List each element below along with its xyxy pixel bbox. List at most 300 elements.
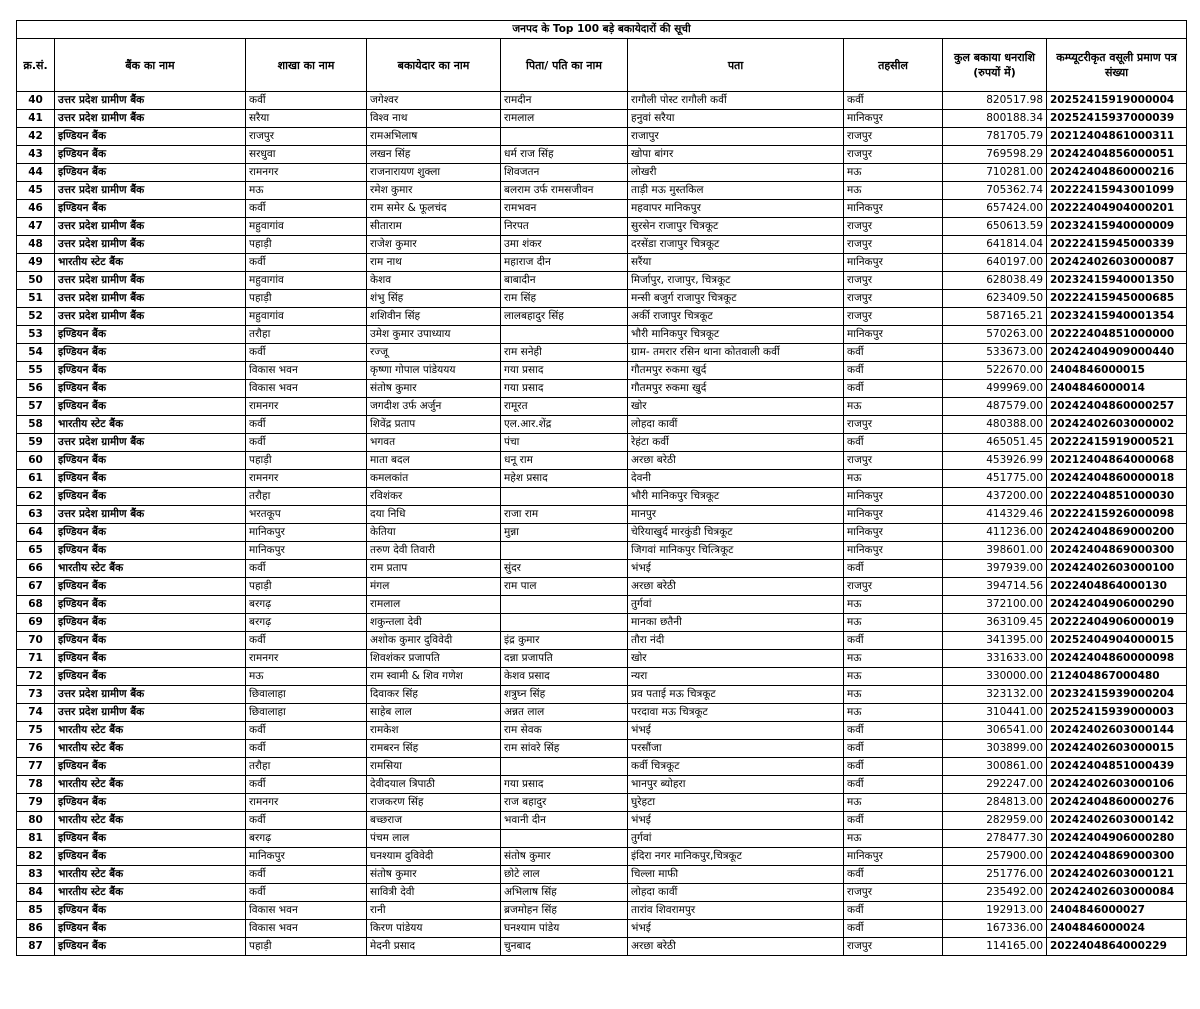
table-row xyxy=(17,632,1187,650)
cell-serial-number: 45 xyxy=(17,182,55,200)
table-row xyxy=(17,812,1187,830)
cell-address: परसौंजा xyxy=(628,740,844,758)
cell-father-husband-name: राम सांवरे सिंह xyxy=(501,740,628,758)
cell-tehsil: मानिकपुर xyxy=(844,200,943,218)
cell-total-due-amount: 570263.00 xyxy=(943,326,1047,344)
cell-branch-name: महुवागांव xyxy=(246,218,367,236)
header-serial-number: क्र.सं. xyxy=(17,39,55,92)
cell-bank-name: इण्डियन बैंक xyxy=(55,650,246,668)
table-row xyxy=(17,938,1187,956)
cell-bank-name: इण्डियन बैंक xyxy=(55,578,246,596)
cell-branch-name: महुवागांव xyxy=(246,308,367,326)
cell-defaulter-name: तरुण देवी तिवारी xyxy=(367,542,501,560)
cell-tehsil: मऊ xyxy=(844,650,943,668)
cell-father-husband-name: धर्म राज सिंह xyxy=(501,146,628,164)
cell-recovery-certificate-number: 20242404856000051 xyxy=(1047,146,1187,164)
cell-father-husband-name xyxy=(501,830,628,848)
header-tehsil: तहसील xyxy=(844,39,943,92)
cell-total-due-amount: 800188.34 xyxy=(943,110,1047,128)
cell-recovery-certificate-number: 20252415939000003 xyxy=(1047,704,1187,722)
cell-bank-name: उत्तर प्रदेश ग्रामीण बैंक xyxy=(55,92,246,110)
cell-total-due-amount: 465051.45 xyxy=(943,434,1047,452)
cell-tehsil: राजपुर xyxy=(844,578,943,596)
cell-total-due-amount: 303899.00 xyxy=(943,740,1047,758)
cell-father-husband-name: राम सनेही xyxy=(501,344,628,362)
cell-total-due-amount: 710281.00 xyxy=(943,164,1047,182)
table-row xyxy=(17,92,1187,110)
cell-tehsil: मऊ xyxy=(844,614,943,632)
cell-tehsil: कर्वी xyxy=(844,740,943,758)
cell-father-husband-name: केशव प्रसाद xyxy=(501,668,628,686)
cell-branch-name: कर्वी xyxy=(246,254,367,272)
cell-recovery-certificate-number: 2022404864000229 xyxy=(1047,938,1187,956)
cell-recovery-certificate-number: 20252404904000015 xyxy=(1047,632,1187,650)
cell-bank-name: इण्डियन बैंक xyxy=(55,128,246,146)
cell-bank-name: भारतीय स्टेट बैंक xyxy=(55,722,246,740)
cell-father-husband-name: राजा राम xyxy=(501,506,628,524)
cell-father-husband-name: महेश प्रसाद xyxy=(501,470,628,488)
cell-defaulter-name: रामअभिलाष xyxy=(367,128,501,146)
cell-bank-name: इण्डियन बैंक xyxy=(55,488,246,506)
cell-recovery-certificate-number: 20242404906000280 xyxy=(1047,830,1187,848)
cell-recovery-certificate-number: 20242404860000257 xyxy=(1047,398,1187,416)
cell-branch-name: रामनगर xyxy=(246,650,367,668)
cell-total-due-amount: 192913.00 xyxy=(943,902,1047,920)
cell-defaulter-name: घनश्याम दुविवेदी xyxy=(367,848,501,866)
cell-recovery-certificate-number: 2404846000015 xyxy=(1047,362,1187,380)
cell-father-husband-name xyxy=(501,326,628,344)
cell-address: लोहदा कावीं xyxy=(628,884,844,902)
table-row xyxy=(17,200,1187,218)
defaulters-table xyxy=(16,20,1187,956)
cell-father-husband-name: लालबहादुर सिंह xyxy=(501,308,628,326)
cell-bank-name: इण्डियन बैंक xyxy=(55,614,246,632)
cell-father-husband-name: राम सेवक xyxy=(501,722,628,740)
cell-serial-number: 42 xyxy=(17,128,55,146)
table-row xyxy=(17,128,1187,146)
cell-recovery-certificate-number: 20242402603000002 xyxy=(1047,416,1187,434)
cell-serial-number: 70 xyxy=(17,632,55,650)
cell-father-husband-name: चुनबाद xyxy=(501,938,628,956)
table-row xyxy=(17,614,1187,632)
cell-defaulter-name: साहेब लाल xyxy=(367,704,501,722)
cell-serial-number: 44 xyxy=(17,164,55,182)
cell-serial-number: 72 xyxy=(17,668,55,686)
cell-total-due-amount: 657424.00 xyxy=(943,200,1047,218)
cell-address: भानपुर ब्योहरा xyxy=(628,776,844,794)
cell-branch-name: विकास भवन xyxy=(246,920,367,938)
cell-total-due-amount: 640197.00 xyxy=(943,254,1047,272)
table-row xyxy=(17,902,1187,920)
cell-address: रेहंटा कर्वी xyxy=(628,434,844,452)
cell-branch-name: कर्वी xyxy=(246,632,367,650)
cell-serial-number: 43 xyxy=(17,146,55,164)
cell-address: राजापुर xyxy=(628,128,844,146)
cell-tehsil: कर्वी xyxy=(844,434,943,452)
cell-branch-name: भरतकूप xyxy=(246,506,367,524)
cell-branch-name: कर्वी xyxy=(246,92,367,110)
cell-branch-name: राजपुर xyxy=(246,128,367,146)
cell-tehsil: मानिकपुर xyxy=(844,110,943,128)
cell-father-husband-name: राम पाल xyxy=(501,578,628,596)
cell-serial-number: 52 xyxy=(17,308,55,326)
cell-bank-name: इण्डियन बैंक xyxy=(55,164,246,182)
cell-defaulter-name: राजनारायण शुक्ला xyxy=(367,164,501,182)
table-row xyxy=(17,650,1187,668)
cell-father-husband-name: एल.आर.शेंद्र xyxy=(501,416,628,434)
cell-serial-number: 66 xyxy=(17,560,55,578)
cell-recovery-certificate-number: 20242404869000300 xyxy=(1047,848,1187,866)
cell-tehsil: मऊ xyxy=(844,164,943,182)
cell-serial-number: 65 xyxy=(17,542,55,560)
cell-bank-name: इण्डियन बैंक xyxy=(55,758,246,776)
table-row xyxy=(17,470,1187,488)
cell-bank-name: इण्डियन बैंक xyxy=(55,326,246,344)
cell-tehsil: मऊ xyxy=(844,398,943,416)
cell-defaulter-name: राम नाथ xyxy=(367,254,501,272)
cell-bank-name: भारतीय स्टेट बैंक xyxy=(55,740,246,758)
table-row xyxy=(17,722,1187,740)
cell-branch-name: कर्वी xyxy=(246,344,367,362)
cell-recovery-certificate-number: 2404846000014 xyxy=(1047,380,1187,398)
table-row xyxy=(17,146,1187,164)
cell-serial-number: 69 xyxy=(17,614,55,632)
cell-bank-name: उत्तर प्रदेश ग्रामीण बैंक xyxy=(55,686,246,704)
cell-recovery-certificate-number: 20242402603000087 xyxy=(1047,254,1187,272)
cell-address: इंदिरा नगर मानिकपुर,चित्रकूट xyxy=(628,848,844,866)
cell-branch-name: मऊ xyxy=(246,182,367,200)
cell-defaulter-name: राजकरण सिंह xyxy=(367,794,501,812)
cell-father-husband-name: भवानी दीन xyxy=(501,812,628,830)
cell-defaulter-name: संतोष कुमार xyxy=(367,866,501,884)
cell-total-due-amount: 641814.04 xyxy=(943,236,1047,254)
cell-branch-name: बरगढ़ xyxy=(246,596,367,614)
cell-serial-number: 58 xyxy=(17,416,55,434)
header-bank-name: बैंक का नाम xyxy=(55,39,246,92)
cell-serial-number: 67 xyxy=(17,578,55,596)
cell-tehsil: मऊ xyxy=(844,668,943,686)
cell-branch-name: मऊ xyxy=(246,668,367,686)
cell-defaulter-name: संतोष कुमार xyxy=(367,380,501,398)
cell-tehsil: राजपुर xyxy=(844,452,943,470)
cell-address: मानपुर xyxy=(628,506,844,524)
cell-father-husband-name: शत्रुघ्न सिंह xyxy=(501,686,628,704)
table-body xyxy=(17,92,1187,956)
table-row xyxy=(17,686,1187,704)
cell-father-husband-name: ब्रजमोहन सिंह xyxy=(501,902,628,920)
table-row xyxy=(17,542,1187,560)
header-father-husband-name: पिता/ पति का नाम xyxy=(501,39,628,92)
cell-serial-number: 76 xyxy=(17,740,55,758)
cell-father-husband-name: इंद्र कुमार xyxy=(501,632,628,650)
cell-address: लोहदा कावीं xyxy=(628,416,844,434)
cell-branch-name: मानिकपुर xyxy=(246,848,367,866)
cell-defaulter-name: पंचम लाल xyxy=(367,830,501,848)
cell-serial-number: 63 xyxy=(17,506,55,524)
cell-tehsil: मऊ xyxy=(844,794,943,812)
cell-serial-number: 80 xyxy=(17,812,55,830)
cell-serial-number: 79 xyxy=(17,794,55,812)
cell-total-due-amount: 331633.00 xyxy=(943,650,1047,668)
cell-recovery-certificate-number: 20242404860000216 xyxy=(1047,164,1187,182)
cell-total-due-amount: 522670.00 xyxy=(943,362,1047,380)
cell-serial-number: 55 xyxy=(17,362,55,380)
table-row xyxy=(17,290,1187,308)
cell-defaulter-name: शशिवीन सिंह xyxy=(367,308,501,326)
cell-branch-name: कर्वी xyxy=(246,434,367,452)
cell-serial-number: 49 xyxy=(17,254,55,272)
table-row xyxy=(17,848,1187,866)
cell-total-due-amount: 282959.00 xyxy=(943,812,1047,830)
cell-total-due-amount: 499969.00 xyxy=(943,380,1047,398)
cell-tehsil: राजपुर xyxy=(844,128,943,146)
cell-bank-name: भारतीय स्टेट बैंक xyxy=(55,884,246,902)
cell-tehsil: मऊ xyxy=(844,704,943,722)
cell-total-due-amount: 330000.00 xyxy=(943,668,1047,686)
cell-tehsil: कर्वी xyxy=(844,632,943,650)
cell-recovery-certificate-number: 20242402603000142 xyxy=(1047,812,1187,830)
cell-total-due-amount: 323132.00 xyxy=(943,686,1047,704)
cell-bank-name: इण्डियन बैंक xyxy=(55,200,246,218)
cell-address: चिल्ला माफी xyxy=(628,866,844,884)
cell-branch-name: कर्वी xyxy=(246,866,367,884)
cell-bank-name: उत्तर प्रदेश ग्रामीण बैंक xyxy=(55,434,246,452)
cell-address: गौतमपुर रुकमा खुर्द xyxy=(628,380,844,398)
cell-recovery-certificate-number: 20222404851000000 xyxy=(1047,326,1187,344)
cell-bank-name: उत्तर प्रदेश ग्रामीण बैंक xyxy=(55,290,246,308)
cell-father-husband-name: पंचा xyxy=(501,434,628,452)
cell-address: चेरियाखुर्द मारकुंडी चित्रकूट xyxy=(628,524,844,542)
cell-recovery-certificate-number: 20232415940001354 xyxy=(1047,308,1187,326)
cell-serial-number: 83 xyxy=(17,866,55,884)
cell-recovery-certificate-number: 2404846000024 xyxy=(1047,920,1187,938)
cell-serial-number: 54 xyxy=(17,344,55,362)
cell-bank-name: इण्डियन बैंक xyxy=(55,848,246,866)
cell-bank-name: उत्तर प्रदेश ग्रामीण बैंक xyxy=(55,218,246,236)
cell-total-due-amount: 363109.45 xyxy=(943,614,1047,632)
cell-branch-name: रामनगर xyxy=(246,470,367,488)
cell-serial-number: 41 xyxy=(17,110,55,128)
cell-recovery-certificate-number: 20222404904000201 xyxy=(1047,200,1187,218)
cell-address: जिगवां मानिकपुर चित्त्रिकूट xyxy=(628,542,844,560)
cell-tehsil: कर्वी xyxy=(844,722,943,740)
cell-defaulter-name: रज्जू xyxy=(367,344,501,362)
cell-tehsil: मऊ xyxy=(844,182,943,200)
cell-branch-name: रामनगर xyxy=(246,398,367,416)
cell-recovery-certificate-number: 20242404860000276 xyxy=(1047,794,1187,812)
cell-defaulter-name: लखन सिंह xyxy=(367,146,501,164)
cell-tehsil: राजपुर xyxy=(844,290,943,308)
table-row xyxy=(17,452,1187,470)
cell-serial-number: 46 xyxy=(17,200,55,218)
cell-bank-name: उत्तर प्रदेश ग्रामीण बैंक xyxy=(55,506,246,524)
cell-serial-number: 62 xyxy=(17,488,55,506)
cell-address: मिर्जापुर, राजापुर, चित्रकूट xyxy=(628,272,844,290)
cell-branch-name: कर्वी xyxy=(246,812,367,830)
cell-recovery-certificate-number: 20242402603000121 xyxy=(1047,866,1187,884)
cell-father-husband-name: महाराज दीन xyxy=(501,254,628,272)
cell-bank-name: इण्डियन बैंक xyxy=(55,632,246,650)
cell-defaulter-name: कृष्णा गोपाल पांडेययय xyxy=(367,362,501,380)
table-row xyxy=(17,488,1187,506)
cell-bank-name: भारतीय स्टेट बैंक xyxy=(55,812,246,830)
table-row xyxy=(17,758,1187,776)
cell-recovery-certificate-number: 20222415945000339 xyxy=(1047,236,1187,254)
cell-serial-number: 50 xyxy=(17,272,55,290)
cell-tehsil: मऊ xyxy=(844,830,943,848)
cell-recovery-certificate-number: 20242404906000290 xyxy=(1047,596,1187,614)
cell-bank-name: इण्डियन बैंक xyxy=(55,668,246,686)
cell-address: प्रव पताई मऊ चित्रकूट xyxy=(628,686,844,704)
cell-address: अरछा बरेठी xyxy=(628,578,844,596)
cell-bank-name: इण्डियन बैंक xyxy=(55,938,246,956)
cell-serial-number: 85 xyxy=(17,902,55,920)
cell-father-husband-name: गया प्रसाद xyxy=(501,380,628,398)
cell-branch-name: मानिकपुर xyxy=(246,524,367,542)
cell-address: हनुवां सरैया xyxy=(628,110,844,128)
cell-tehsil: मानिकपुर xyxy=(844,524,943,542)
cell-tehsil: राजपुर xyxy=(844,236,943,254)
table-row xyxy=(17,920,1187,938)
header-recovery-certificate-number: कम्प्यूटरीकृत वसूली प्रमाण पत्र संख्या xyxy=(1047,39,1187,92)
table-row xyxy=(17,398,1187,416)
cell-recovery-certificate-number: 20222404906000019 xyxy=(1047,614,1187,632)
cell-father-husband-name: बाबादीन xyxy=(501,272,628,290)
cell-defaulter-name: जगदीश उर्फ अर्जुन xyxy=(367,398,501,416)
cell-serial-number: 86 xyxy=(17,920,55,938)
cell-serial-number: 61 xyxy=(17,470,55,488)
table-row xyxy=(17,866,1187,884)
cell-defaulter-name: भगवत xyxy=(367,434,501,452)
cell-defaulter-name: रामसिया xyxy=(367,758,501,776)
cell-total-due-amount: 292247.00 xyxy=(943,776,1047,794)
cell-defaulter-name: शिवेंद्र प्रताप xyxy=(367,416,501,434)
cell-total-due-amount: 397939.00 xyxy=(943,560,1047,578)
cell-defaulter-name: राम स्वामी & शिव गणेश xyxy=(367,668,501,686)
cell-address: तारांव शिवरामपुर xyxy=(628,902,844,920)
cell-total-due-amount: 781705.79 xyxy=(943,128,1047,146)
cell-total-due-amount: 394714.56 xyxy=(943,578,1047,596)
cell-recovery-certificate-number: 20242402603000015 xyxy=(1047,740,1187,758)
cell-defaulter-name: मंगल xyxy=(367,578,501,596)
cell-address: ताड़ी मऊ मुस्तकिल xyxy=(628,182,844,200)
cell-father-husband-name: सुंदर xyxy=(501,560,628,578)
cell-defaulter-name: रानी xyxy=(367,902,501,920)
cell-branch-name: कर्वी xyxy=(246,740,367,758)
cell-father-husband-name: दन्ना प्रजापति xyxy=(501,650,628,668)
cell-branch-name: विकास भवन xyxy=(246,902,367,920)
cell-total-due-amount: 411236.00 xyxy=(943,524,1047,542)
cell-serial-number: 48 xyxy=(17,236,55,254)
cell-defaulter-name: रमेश कुमार xyxy=(367,182,501,200)
cell-address: भौरी मानिकपुर चित्रकूट xyxy=(628,488,844,506)
cell-address: ग्राम- तमरार रसिन थाना कोतवाली कर्वी xyxy=(628,344,844,362)
table-row xyxy=(17,308,1187,326)
cell-defaulter-name: केशव xyxy=(367,272,501,290)
cell-serial-number: 77 xyxy=(17,758,55,776)
cell-defaulter-name: राम प्रताप xyxy=(367,560,501,578)
cell-recovery-certificate-number: 20232415939000204 xyxy=(1047,686,1187,704)
cell-total-due-amount: 705362.74 xyxy=(943,182,1047,200)
cell-recovery-certificate-number: 20222415945000685 xyxy=(1047,290,1187,308)
cell-address: सुरसेन राजापुर चित्रकूट xyxy=(628,218,844,236)
cell-recovery-certificate-number: 20242404860000018 xyxy=(1047,470,1187,488)
table-row xyxy=(17,596,1187,614)
cell-bank-name: इण्डियन बैंक xyxy=(55,344,246,362)
cell-total-due-amount: 167336.00 xyxy=(943,920,1047,938)
cell-branch-name: पहाड़ी xyxy=(246,290,367,308)
cell-serial-number: 60 xyxy=(17,452,55,470)
cell-serial-number: 75 xyxy=(17,722,55,740)
cell-address: मन्सी बजुर्ग राजापुर चित्रकूट xyxy=(628,290,844,308)
table-row xyxy=(17,182,1187,200)
table-header-row xyxy=(17,39,1187,92)
cell-bank-name: इण्डियन बैंक xyxy=(55,830,246,848)
cell-tehsil: मानिकपुर xyxy=(844,848,943,866)
cell-recovery-certificate-number: 20242404851000439 xyxy=(1047,758,1187,776)
cell-father-husband-name xyxy=(501,614,628,632)
cell-father-husband-name: अन्नत लाल xyxy=(501,704,628,722)
table-row xyxy=(17,362,1187,380)
cell-tehsil: राजपुर xyxy=(844,884,943,902)
cell-recovery-certificate-number: 20242402603000084 xyxy=(1047,884,1187,902)
table-row xyxy=(17,560,1187,578)
cell-father-husband-name: रामलाल xyxy=(501,110,628,128)
cell-bank-name: भारतीय स्टेट बैंक xyxy=(55,560,246,578)
cell-address: घुरेहटा xyxy=(628,794,844,812)
cell-address: तुर्गवां xyxy=(628,830,844,848)
cell-defaulter-name: उमेश कुमार उपाध्याय xyxy=(367,326,501,344)
cell-recovery-certificate-number: 212404867000480 xyxy=(1047,668,1187,686)
cell-recovery-certificate-number: 20252415919000004 xyxy=(1047,92,1187,110)
cell-bank-name: इण्डियन बैंक xyxy=(55,380,246,398)
cell-father-husband-name xyxy=(501,596,628,614)
cell-tehsil: कर्वी xyxy=(844,344,943,362)
cell-branch-name: कर्वी xyxy=(246,416,367,434)
table-row xyxy=(17,776,1187,794)
cell-address: अर्की राजापुर चित्रकूट xyxy=(628,308,844,326)
cell-bank-name: उत्तर प्रदेश ग्रामीण बैंक xyxy=(55,272,246,290)
cell-branch-name: कर्वी xyxy=(246,722,367,740)
cell-total-due-amount: 650613.59 xyxy=(943,218,1047,236)
cell-tehsil: कर्वी xyxy=(844,92,943,110)
cell-tehsil: कर्वी xyxy=(844,776,943,794)
table-row xyxy=(17,830,1187,848)
cell-serial-number: 73 xyxy=(17,686,55,704)
cell-address: भंभई xyxy=(628,812,844,830)
cell-bank-name: इण्डियन बैंक xyxy=(55,398,246,416)
cell-total-due-amount: 820517.98 xyxy=(943,92,1047,110)
cell-father-husband-name: संतोष कुमार xyxy=(501,848,628,866)
table-row xyxy=(17,704,1187,722)
cell-serial-number: 68 xyxy=(17,596,55,614)
cell-recovery-certificate-number: 20232415940001350 xyxy=(1047,272,1187,290)
table-row xyxy=(17,668,1187,686)
cell-bank-name: भारतीय स्टेट बैंक xyxy=(55,776,246,794)
cell-defaulter-name: शंभु सिंह xyxy=(367,290,501,308)
cell-bank-name: भारतीय स्टेट बैंक xyxy=(55,866,246,884)
cell-total-due-amount: 278477.30 xyxy=(943,830,1047,848)
cell-recovery-certificate-number: 20242402603000144 xyxy=(1047,722,1187,740)
table-row xyxy=(17,272,1187,290)
cell-tehsil: मानिकपुर xyxy=(844,506,943,524)
cell-serial-number: 81 xyxy=(17,830,55,848)
cell-father-husband-name: निरपत xyxy=(501,218,628,236)
cell-tehsil: राजपुर xyxy=(844,272,943,290)
cell-serial-number: 53 xyxy=(17,326,55,344)
cell-total-due-amount: 300861.00 xyxy=(943,758,1047,776)
cell-total-due-amount: 251776.00 xyxy=(943,866,1047,884)
